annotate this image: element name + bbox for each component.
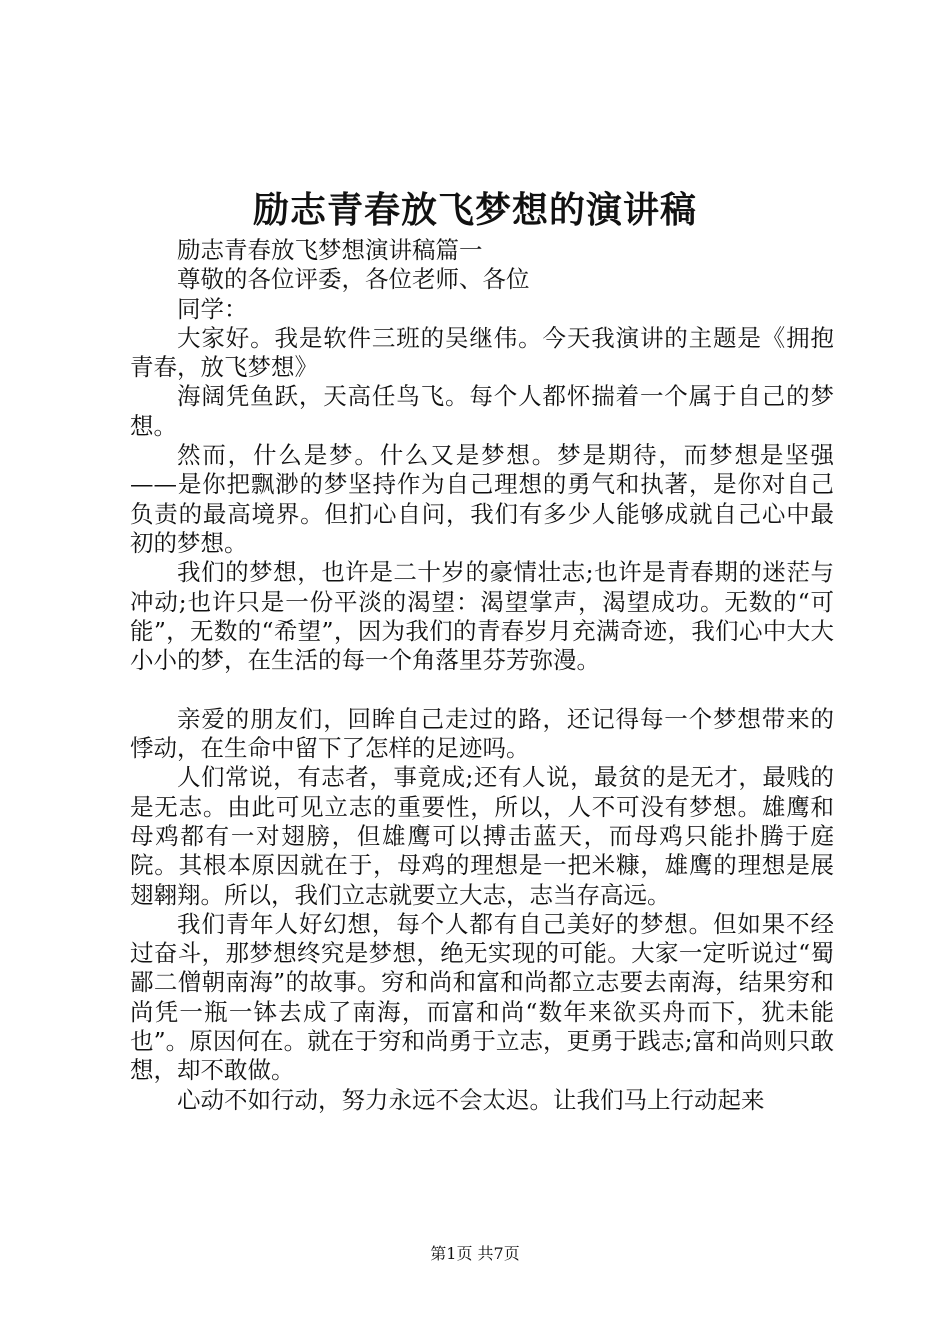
paragraph-gap	[130, 675, 834, 704]
paragraph: 大家好。我是软件三班的吴继伟。今天我演讲的主题是《拥抱青春，放飞梦想》	[130, 323, 834, 382]
paragraph: 人们常说，有志者，事竟成;还有人说，最贫的是无才，最贱的是无志。由此可见立志的重要性，所以，人不可没有梦想。雄鹰和母鸡都有一对翅膀，但雄鹰可以搏击蓝天，而母鸡只能扑腾于庭院。其根本原因就在于，母鸡的理想是一把米糠，雄鹰的理想是展翅翱翔。所以，我们立志就要立大志，志当存高远。	[130, 763, 834, 909]
paragraph: 然而，什么是梦。什么又是梦想。梦是期待，而梦想是坚强——是你把飘渺的梦坚持作为自己理想的勇气和执著，是你对自己负责的最高境界。但扪心自问，我们有多少人能够成就自己心中最初的梦想。	[130, 441, 834, 557]
paragraph: 亲爱的朋友们，回眸自己走过的路，还记得每一个梦想带来的悸动，在生命中留下了怎样的足迹吗。	[130, 704, 834, 763]
paragraph: 尊敬的各位评委，各位老师、各位	[177, 265, 530, 294]
paragraph: 我们的梦想，也许是二十岁的豪情壮志;也许是青春期的迷茫与冲动;也许只是一份平淡的渴望：渴望掌声，渴望成功。无数的“可能”，无数的“希望”，因为我们的青春岁月充满奇迹，我们心中大大小小的梦，在生活的每一个角落里芬芳弥漫。	[130, 558, 834, 675]
paragraph: 励志青春放飞梦想演讲稿篇一	[177, 236, 483, 264]
document-body	[130, 236, 834, 1115]
page-footer: 第1页 共7页	[430, 1244, 520, 1263]
paragraph: 心动不如行动，努力永远不会太迟。让我们马上行动起来	[177, 1085, 765, 1114]
document-title: 励志青春放飞梦想的演讲稿	[252, 189, 697, 231]
paragraph: 海阔凭鱼跃，天高任鸟飞。每个人都怀揣着一个属于自己的梦想。	[130, 382, 834, 440]
paragraph: 同学：	[177, 294, 248, 323]
paragraph: 我们青年人好幻想，每个人都有自己美好的梦想。但如果不经过奋斗，那梦想终究是梦想，绝无实现的可能。大家一定听说过“蜀鄙二僧朝南海”的故事。穷和尚和富和尚都立志要去南海，结果穷和尚凭一瓶一钵去成了南海，而富和尚“数年来欲买舟而下，犹未能也”。原因何在。就在于穷和尚勇于立志，更勇于践志;富和尚则只敢想，却不敢做。	[130, 909, 834, 1085]
